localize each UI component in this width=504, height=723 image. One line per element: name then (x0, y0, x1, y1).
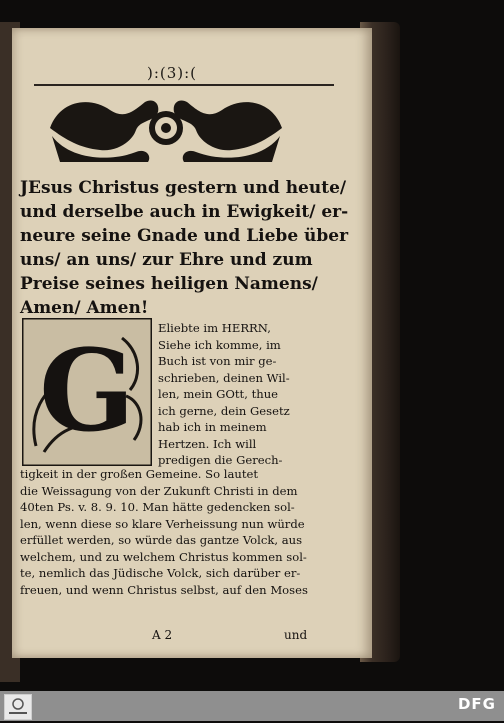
text-line: tigkeit in der großen Gemeine. So lautet (20, 467, 259, 481)
text-line: welchem, und zu welchem Christus kommen sol- (20, 549, 307, 564)
text-line: len, mein GOtt, thue (158, 387, 279, 401)
dropcap-letter: G (39, 326, 135, 457)
title-line: Preise seines heiligen Namens/ (20, 274, 318, 294)
signature-mark: A 2 (152, 628, 173, 642)
decorated-initial (22, 318, 152, 466)
text-line: die Weissagung von der Zukunft Christi in dem (20, 483, 298, 498)
text-line: 40ten Ps. v. 8. 9. 10. Man hätte gedencken sol- (20, 500, 295, 514)
text-line: len, wenn diese so klare Verheissung nun würde (20, 516, 305, 531)
viewer-footer (0, 691, 504, 721)
text-line: erfüllet werden, so würde das gantze Volck, aus (20, 533, 303, 547)
text-line: Eliebte im HERRN, (158, 321, 271, 335)
text-line: te, nemlich das Jüdische Volck, sich darüber er- (20, 566, 301, 580)
text-line: predigen die Gerech- (158, 453, 283, 467)
dfg-logo[interactable]: DFG (457, 695, 496, 713)
emblem-icon (5, 695, 31, 719)
catchword: und (284, 628, 308, 642)
text-line: Siehe ich komme, im (158, 337, 281, 352)
title-line: Amen/ Amen! (20, 298, 149, 318)
page-number: ):(3):( (146, 64, 198, 82)
header-rule (34, 84, 334, 86)
text-line: Buch ist von mir ge- (158, 354, 277, 368)
text-line: Hertzen. Ich will (158, 436, 257, 451)
text-line: schrieben, deinen Wil- (158, 370, 290, 385)
institution-logo[interactable] (4, 694, 32, 720)
text-line: hab ich in meinem (158, 420, 267, 434)
title-line: neure seine Gnade und Liebe über (20, 226, 349, 246)
text-line: ich gerne, dein Gesetz (158, 403, 290, 418)
body-text (20, 466, 326, 598)
text-line: freuen, und wenn Christus selbst, auf den Moses (20, 582, 308, 597)
title-line: JEsus Christus gestern und heute/ (20, 178, 347, 198)
title-block (20, 176, 349, 320)
dropcap-text (158, 320, 328, 469)
title-line: und derselbe auch in Ewigkeit/ er- (20, 202, 349, 222)
title-line: uns/ an uns/ zur Ehre und zum (20, 250, 313, 270)
ornamental-headpiece (40, 90, 292, 166)
book-page (12, 28, 372, 658)
